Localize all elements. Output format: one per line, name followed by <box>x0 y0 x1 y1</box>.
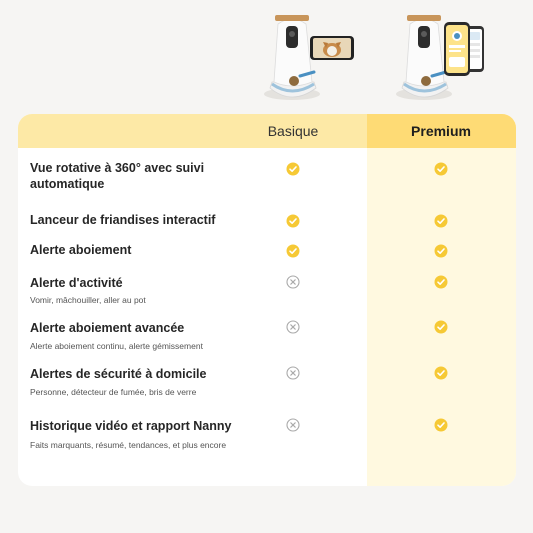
feature-subtitle: Vomir, mâchouiller, aller au pot <box>30 295 146 305</box>
feature-title: Vue rotative à 360° avec suivi automatique <box>30 161 205 191</box>
basic-plan-heading: Basique <box>267 123 319 139</box>
x-circle-icon <box>286 418 300 432</box>
feature-title: Alerte d'activité <box>30 276 123 290</box>
x-circle-icon <box>286 275 300 289</box>
feature-title: Historique vidéo et rapport Nanny <box>30 419 232 433</box>
feature-title: Alertes de sécurité à domicile <box>30 367 207 381</box>
feature-title: Lanceur de friandises interactif <box>30 213 216 227</box>
x-circle-icon <box>286 366 300 380</box>
feature-subtitle: Faits marquants, résumé, tendances, et plus encore <box>30 440 227 450</box>
feature-title: Alerte aboiement <box>30 243 132 257</box>
check-circle-icon <box>434 275 448 289</box>
check-circle-icon <box>286 162 300 176</box>
premium-product-image <box>392 8 488 106</box>
check-circle-icon <box>434 214 448 228</box>
basic-product-image <box>258 10 358 106</box>
feature-subtitle: Alerte aboiement continu, alerte gémissement <box>30 341 203 351</box>
feature-title: Alerte aboiement avancée <box>30 321 185 335</box>
check-circle-icon <box>434 418 448 432</box>
check-circle-icon <box>434 320 448 334</box>
check-circle-icon <box>434 244 448 258</box>
check-circle-icon <box>286 214 300 228</box>
x-circle-icon <box>286 320 300 334</box>
check-circle-icon <box>434 366 448 380</box>
plan-comparison-table <box>18 114 516 486</box>
feature-subtitle: Personne, détecteur de fumée, bris de verre <box>30 387 197 397</box>
check-circle-icon <box>286 244 300 258</box>
check-circle-icon <box>434 162 448 176</box>
premium-plan-heading: Premium <box>411 123 471 139</box>
